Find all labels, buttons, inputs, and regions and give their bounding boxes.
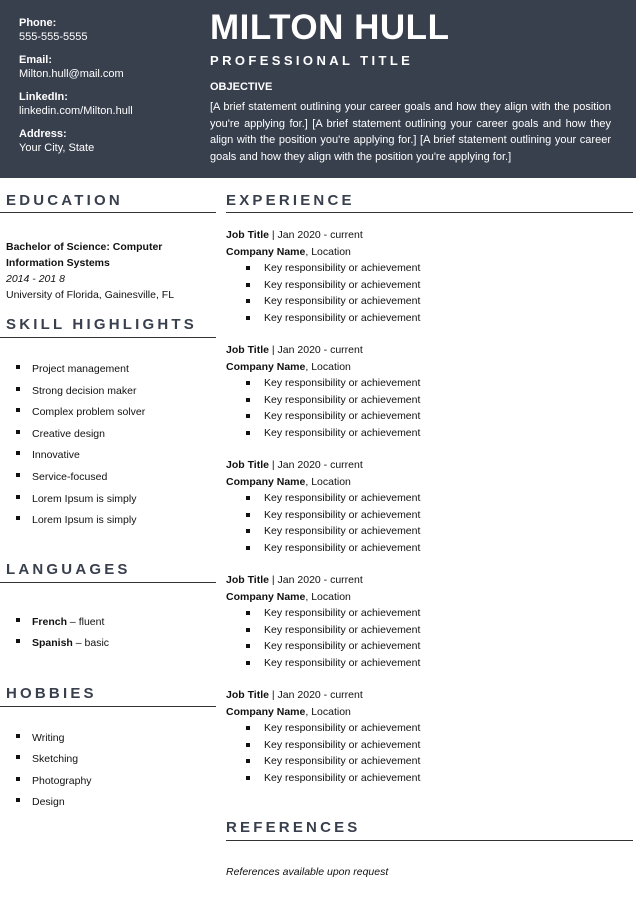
list-item: Innovative — [6, 445, 145, 467]
job-dates: | Jan 2020 - current — [268, 229, 363, 241]
list-item: Key responsibility or achievement — [226, 655, 626, 672]
languages-list — [6, 612, 109, 654]
job-dates: | Jan 2020 - current — [268, 574, 363, 586]
list-item: Complex problem solver — [6, 402, 145, 424]
job-title: Job Title — [226, 344, 269, 356]
education-entry — [6, 239, 206, 303]
contact-label: Phone: — [19, 17, 57, 29]
section-divider — [226, 212, 633, 213]
list-item: Key responsibility or achievement — [226, 770, 626, 787]
contact-value: Milton.hull@mail.com — [19, 68, 124, 80]
job-entry — [226, 342, 626, 441]
list-item: Strong decision maker — [6, 381, 145, 403]
job-entry — [226, 572, 626, 671]
list-item: Lorem Ipsum is simply — [6, 489, 145, 511]
objective-label: OBJECTIVE — [210, 81, 273, 93]
company-location: , Location — [305, 705, 351, 718]
company-name: Company Name — [226, 475, 306, 488]
hobbies-heading: HOBBIES — [6, 685, 97, 702]
language-name: French — [32, 616, 68, 628]
job-title: Job Title — [226, 459, 269, 471]
job-entry — [226, 457, 626, 556]
company-location: , Location — [305, 245, 351, 258]
contact-address — [19, 127, 199, 156]
job-title: Job Title — [226, 689, 269, 701]
job-dates: | Jan 2020 - current — [268, 344, 363, 356]
section-divider — [0, 212, 216, 213]
company-name: Company Name — [226, 360, 306, 373]
job-title: Job Title — [226, 574, 269, 586]
references-text: References available upon request — [226, 866, 389, 878]
list-item: Key responsibility or achievement — [226, 408, 626, 425]
section-divider — [226, 840, 633, 841]
responsibility-list — [226, 375, 626, 441]
list-item: Key responsibility or achievement — [226, 375, 626, 392]
list-item: Key responsibility or achievement — [226, 720, 626, 737]
list-item: Photography — [6, 771, 92, 792]
candidate-name: MILTON HULL — [210, 8, 450, 47]
list-item: Key responsibility or achievement — [226, 490, 626, 507]
references-heading: REFERENCES — [226, 819, 361, 836]
list-item: Key responsibility or achievement — [226, 605, 626, 622]
company-name: Company Name — [226, 245, 306, 258]
languages-heading: LANGUAGES — [6, 561, 131, 578]
responsibility-list — [226, 490, 626, 556]
company-location: , Location — [305, 590, 351, 603]
contact-email — [19, 53, 199, 82]
list-item — [6, 612, 109, 633]
education-heading: EDUCATION — [6, 192, 123, 209]
list-item: Key responsibility or achievement — [226, 523, 626, 540]
job-title: Job Title — [226, 229, 269, 241]
contact-info — [19, 16, 199, 164]
objective-text: [A brief statement outlining your career goals and how they align with the position you're applying for.] [A brief statement outlining your career goals and how they align with the position you're applying for.] [A brief statement outlining your career goals and how they align with the position you're applying for.] — [210, 101, 611, 163]
contact-value: linkedin.com/Milton.hull — [19, 105, 133, 117]
list-item: Key responsibility or achievement — [226, 277, 626, 294]
contact-linkedin — [19, 90, 199, 119]
list-item — [6, 633, 109, 654]
list-item: Key responsibility or achievement — [226, 293, 626, 310]
experience-heading: EXPERIENCE — [226, 192, 355, 209]
language-level: – fluent — [67, 616, 105, 628]
job-dates: | Jan 2020 - current — [268, 689, 363, 701]
skills-heading: SKILL HIGHLIGHTS — [6, 316, 197, 333]
list-item: Key responsibility or achievement — [226, 753, 626, 770]
list-item: Key responsibility or achievement — [226, 310, 626, 327]
list-item: Lorem Ipsum is simply — [6, 510, 145, 532]
contact-label: Email: — [19, 54, 53, 66]
contact-value: 555-555-5555 — [19, 31, 88, 43]
list-item: Key responsibility or achievement — [226, 425, 626, 442]
list-item: Key responsibility or achievement — [226, 540, 626, 557]
degree: Bachelor of Science: Computer Information Systems — [6, 241, 163, 269]
responsibility-list — [226, 720, 626, 786]
list-item: Sketching — [6, 749, 92, 770]
company-location: , Location — [305, 475, 351, 488]
contact-label: Address: — [19, 128, 67, 140]
company-location: , Location — [305, 360, 351, 373]
job-dates: | Jan 2020 - current — [268, 459, 363, 471]
education-dates: 2014 - 201 8 — [6, 273, 65, 285]
responsibility-list — [226, 260, 626, 326]
school: University of Florida, Gainesville, FL — [6, 289, 175, 301]
job-entry — [226, 227, 626, 326]
hobbies-list — [6, 728, 92, 813]
skills-list — [6, 359, 145, 532]
list-item: Key responsibility or achievement — [226, 392, 626, 409]
contact-label: LinkedIn: — [19, 91, 68, 103]
section-divider — [0, 706, 216, 707]
list-item: Key responsibility or achievement — [226, 260, 626, 277]
list-item: Creative design — [6, 424, 145, 446]
responsibility-list — [226, 605, 626, 671]
list-item: Writing — [6, 728, 92, 749]
language-level: – basic — [72, 637, 110, 649]
professional-title: PROFESSIONAL TITLE — [210, 53, 414, 68]
list-item: Project management — [6, 359, 145, 381]
section-divider — [0, 337, 216, 338]
section-divider — [0, 582, 216, 583]
contact-value: Your City, State — [19, 142, 95, 154]
list-item: Design — [6, 792, 92, 813]
list-item: Key responsibility or achievement — [226, 737, 626, 754]
list-item: Key responsibility or achievement — [226, 507, 626, 524]
company-name: Company Name — [226, 590, 306, 603]
list-item: Key responsibility or achievement — [226, 638, 626, 655]
company-name: Company Name — [226, 705, 306, 718]
list-item: Service-focused — [6, 467, 145, 489]
list-item: Key responsibility or achievement — [226, 622, 626, 639]
language-name: Spanish — [32, 637, 73, 649]
resume-header — [0, 0, 636, 178]
contact-phone — [19, 16, 199, 45]
job-entry — [226, 687, 626, 786]
